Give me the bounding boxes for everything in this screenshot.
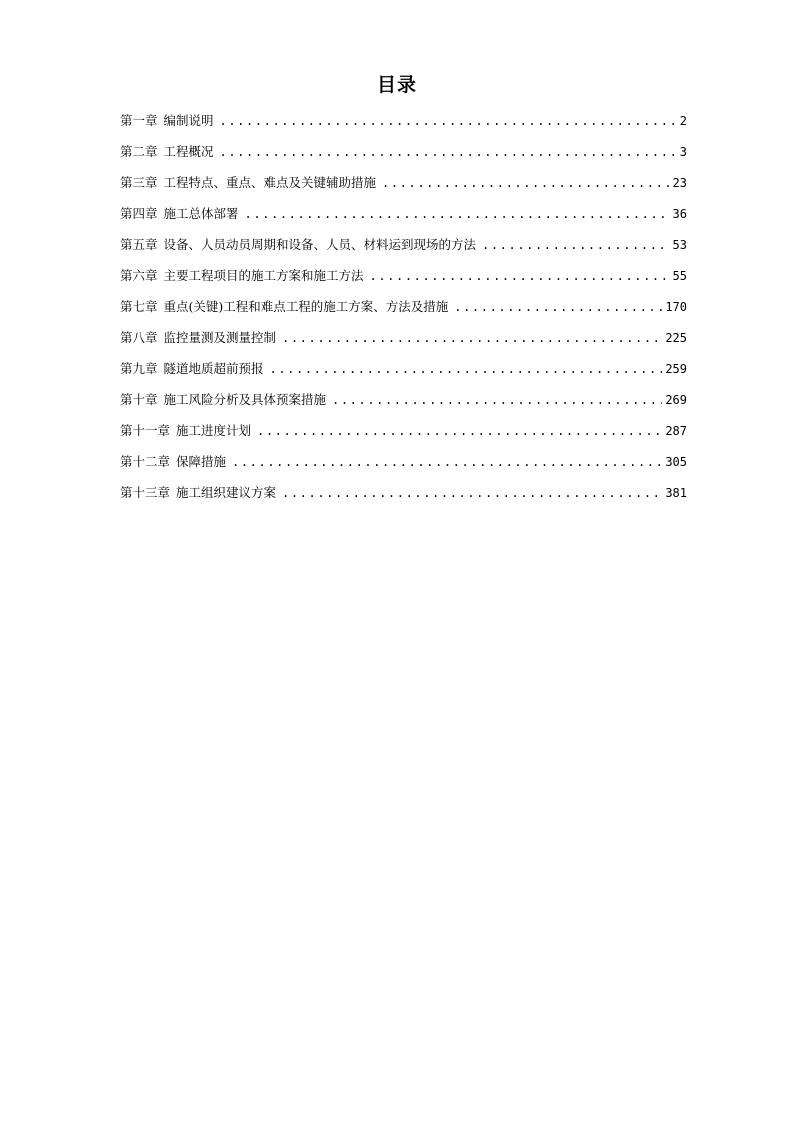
toc-page-number: 3 xyxy=(679,145,687,159)
toc-chapter-title: 监控量测及测量控制 xyxy=(163,330,277,345)
toc-entry[interactable] xyxy=(120,387,687,418)
toc-entry[interactable] xyxy=(120,418,687,449)
toc-chapter-title: 工程概况 xyxy=(163,144,214,159)
toc-dot-leader xyxy=(332,387,662,413)
toc-chapter-number: 第六章 xyxy=(120,268,158,283)
toc-chapter-title: 工程特点、重点、难点及关键辅助措施 xyxy=(163,175,377,190)
toc-entry[interactable] xyxy=(120,263,687,294)
toc-page-number: 225 xyxy=(665,331,687,345)
toc-chapter-number: 第四章 xyxy=(120,206,158,221)
toc-dot-leader xyxy=(220,108,677,134)
toc-dot-leader xyxy=(232,449,662,475)
toc-chapter-title: 重点(关键)工程和难点工程的施工方案、方法及措施 xyxy=(163,299,449,314)
toc-entry[interactable] xyxy=(120,108,687,139)
toc-dot-leader xyxy=(220,139,677,165)
toc-dot-leader xyxy=(370,263,670,289)
toc-chapter-number: 第二章 xyxy=(120,144,158,159)
toc-chapter-number: 第十章 xyxy=(120,392,158,407)
toc-chapter-number: 第七章 xyxy=(120,299,158,314)
toc-chapter-title: 设备、人员动员周期和设备、人员、材料运到现场的方法 xyxy=(163,237,477,252)
toc-chapter-number: 第一章 xyxy=(120,113,158,128)
toc-entry[interactable] xyxy=(120,201,687,232)
toc-page-number: 305 xyxy=(665,455,687,469)
toc-page-number: 259 xyxy=(665,362,687,376)
toc-chapter-number: 第十一章 xyxy=(120,423,171,438)
toc-title: 目录 xyxy=(376,74,417,96)
toc-dot-leader xyxy=(257,418,662,444)
toc-chapter-number: 第三章 xyxy=(120,175,158,190)
toc-chapter-title: 施工总体部署 xyxy=(163,206,239,221)
toc-dot-leader xyxy=(482,232,670,258)
toc-page-number: 381 xyxy=(665,486,687,500)
toc-chapter-title: 主要工程项目的施工方案和施工方法 xyxy=(163,268,364,283)
toc-chapter-title: 施工风险分析及具体预案措施 xyxy=(163,392,327,407)
toc-page-number: 269 xyxy=(665,393,687,407)
toc-list xyxy=(120,108,687,511)
toc-page-number: 36 xyxy=(672,207,687,221)
toc-dot-leader xyxy=(270,356,663,382)
toc-chapter-title: 编制说明 xyxy=(163,113,214,128)
toc-entry[interactable] xyxy=(120,325,687,356)
toc-entry[interactable] xyxy=(120,480,687,511)
toc-page-number: 53 xyxy=(672,238,687,252)
toc-entry[interactable] xyxy=(120,449,687,480)
toc-dot-leader xyxy=(245,201,670,227)
toc-entry[interactable] xyxy=(120,139,687,170)
toc-dot-leader xyxy=(382,170,670,196)
toc-page-number: 55 xyxy=(672,269,687,283)
toc-entry[interactable] xyxy=(120,356,687,387)
toc-dot-leader xyxy=(454,294,662,320)
toc-dot-leader xyxy=(282,325,662,351)
toc-page-number: 2 xyxy=(679,114,687,128)
toc-chapter-number: 第五章 xyxy=(120,237,158,252)
toc-page-number: 23 xyxy=(672,176,687,190)
toc-chapter-title: 施工进度计划 xyxy=(176,423,252,438)
toc-entry[interactable] xyxy=(120,232,687,263)
toc-page-number: 170 xyxy=(665,300,687,314)
toc-entry[interactable] xyxy=(120,294,687,325)
toc-chapter-number: 第十二章 xyxy=(120,454,171,469)
toc-chapter-number: 第十三章 xyxy=(120,485,171,500)
toc-page-number: 287 xyxy=(665,424,687,438)
toc-chapter-title: 隧道地质超前预报 xyxy=(163,361,264,376)
toc-entry[interactable] xyxy=(120,170,687,201)
toc-chapter-title: 保障措施 xyxy=(176,454,227,469)
toc-dot-leader xyxy=(282,480,662,506)
toc-chapter-number: 第八章 xyxy=(120,330,158,345)
toc-chapter-title: 施工组织建议方案 xyxy=(176,485,277,500)
toc-chapter-number: 第九章 xyxy=(120,361,158,376)
